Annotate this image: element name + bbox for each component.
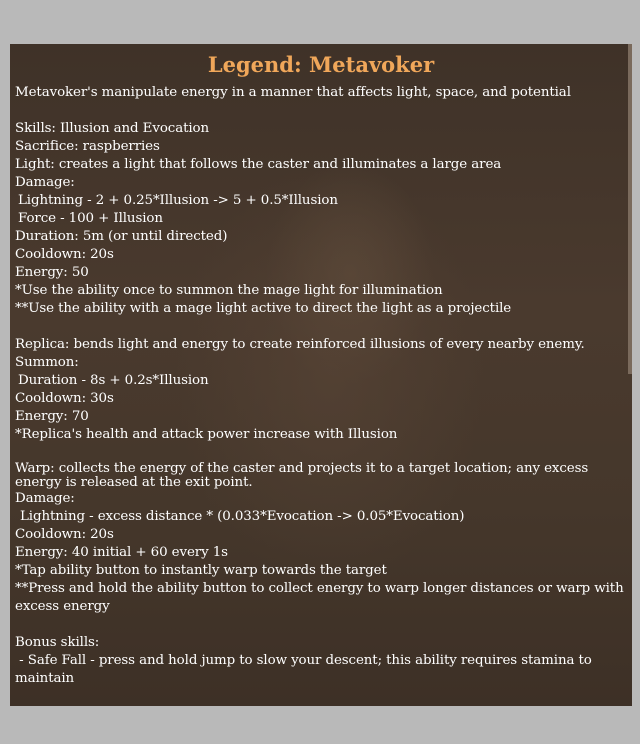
spacer (15, 102, 624, 120)
spacer (15, 318, 624, 336)
warp-lightning-damage: Lightning - excess distance * (0.033*Evocation -> 0.05*Evocation) (20, 509, 465, 524)
replica-note: *Replica's health and attack power increase with Illusion (15, 427, 398, 442)
scrollbar-thumb[interactable] (628, 44, 632, 374)
warp-description-1: Warp: collects the energy of the caster and projects it to a target location; any excess (15, 461, 589, 476)
sacrifice-line: Sacrifice: raspberries (15, 139, 160, 154)
warp-description-2: energy is released at the exit point. (15, 475, 253, 490)
spacer (15, 616, 624, 634)
replica-energy: Energy: 70 (15, 409, 89, 424)
legend-content (10, 84, 632, 688)
light-energy: Energy: 50 (15, 265, 89, 280)
light-damage-label: Damage: (15, 175, 75, 190)
warp-damage-label: Damage: (15, 491, 75, 506)
skills-line: Skills: Illusion and Evocation (15, 121, 210, 136)
warp-note-1: *Tap ability button to instantly warp towards the target (15, 563, 387, 578)
light-lightning-damage: Lightning - 2 + 0.25*Illusion -> 5 + 0.5*Illusion (18, 193, 338, 208)
bonus-safe-fall: - Safe Fall - press and hold jump to slow your descent; this ability requires stamina to maintain (15, 653, 596, 686)
bonus-skills-label: Bonus skills: (15, 635, 100, 650)
light-cooldown: Cooldown: 20s (15, 247, 114, 262)
replica-summon-label: Summon: (15, 355, 79, 370)
light-description: Light: creates a light that follows the caster and illuminates a large area (15, 157, 502, 172)
light-force-damage: Force - 100 + Illusion (18, 211, 163, 226)
page-title: Legend: Metavoker (207, 52, 435, 77)
replica-cooldown: Cooldown: 30s (15, 391, 114, 406)
replica-duration: Duration - 8s + 0.2s*Illusion (18, 373, 209, 388)
light-note-2: **Use the ability with a mage light active to direct the light as a projectile (15, 301, 512, 316)
replica-description: Replica: bends light and energy to create reinforced illusions of every nearby enemy. (15, 337, 585, 352)
light-duration: Duration: 5m (or until directed) (15, 229, 228, 244)
spacer (15, 444, 624, 462)
warp-energy: Energy: 40 initial + 60 every 1s (15, 545, 228, 560)
intro-text: Metavoker's manipulate energy in a manner that affects light, space, and potential (15, 85, 571, 100)
warp-note-2: **Press and hold the ability button to collect energy to warp longer distances or warp with excess energy (15, 581, 628, 614)
light-note-1: *Use the ability once to summon the mage light for illumination (15, 283, 443, 298)
legend-panel (10, 44, 632, 706)
warp-cooldown: Cooldown: 20s (15, 527, 114, 542)
